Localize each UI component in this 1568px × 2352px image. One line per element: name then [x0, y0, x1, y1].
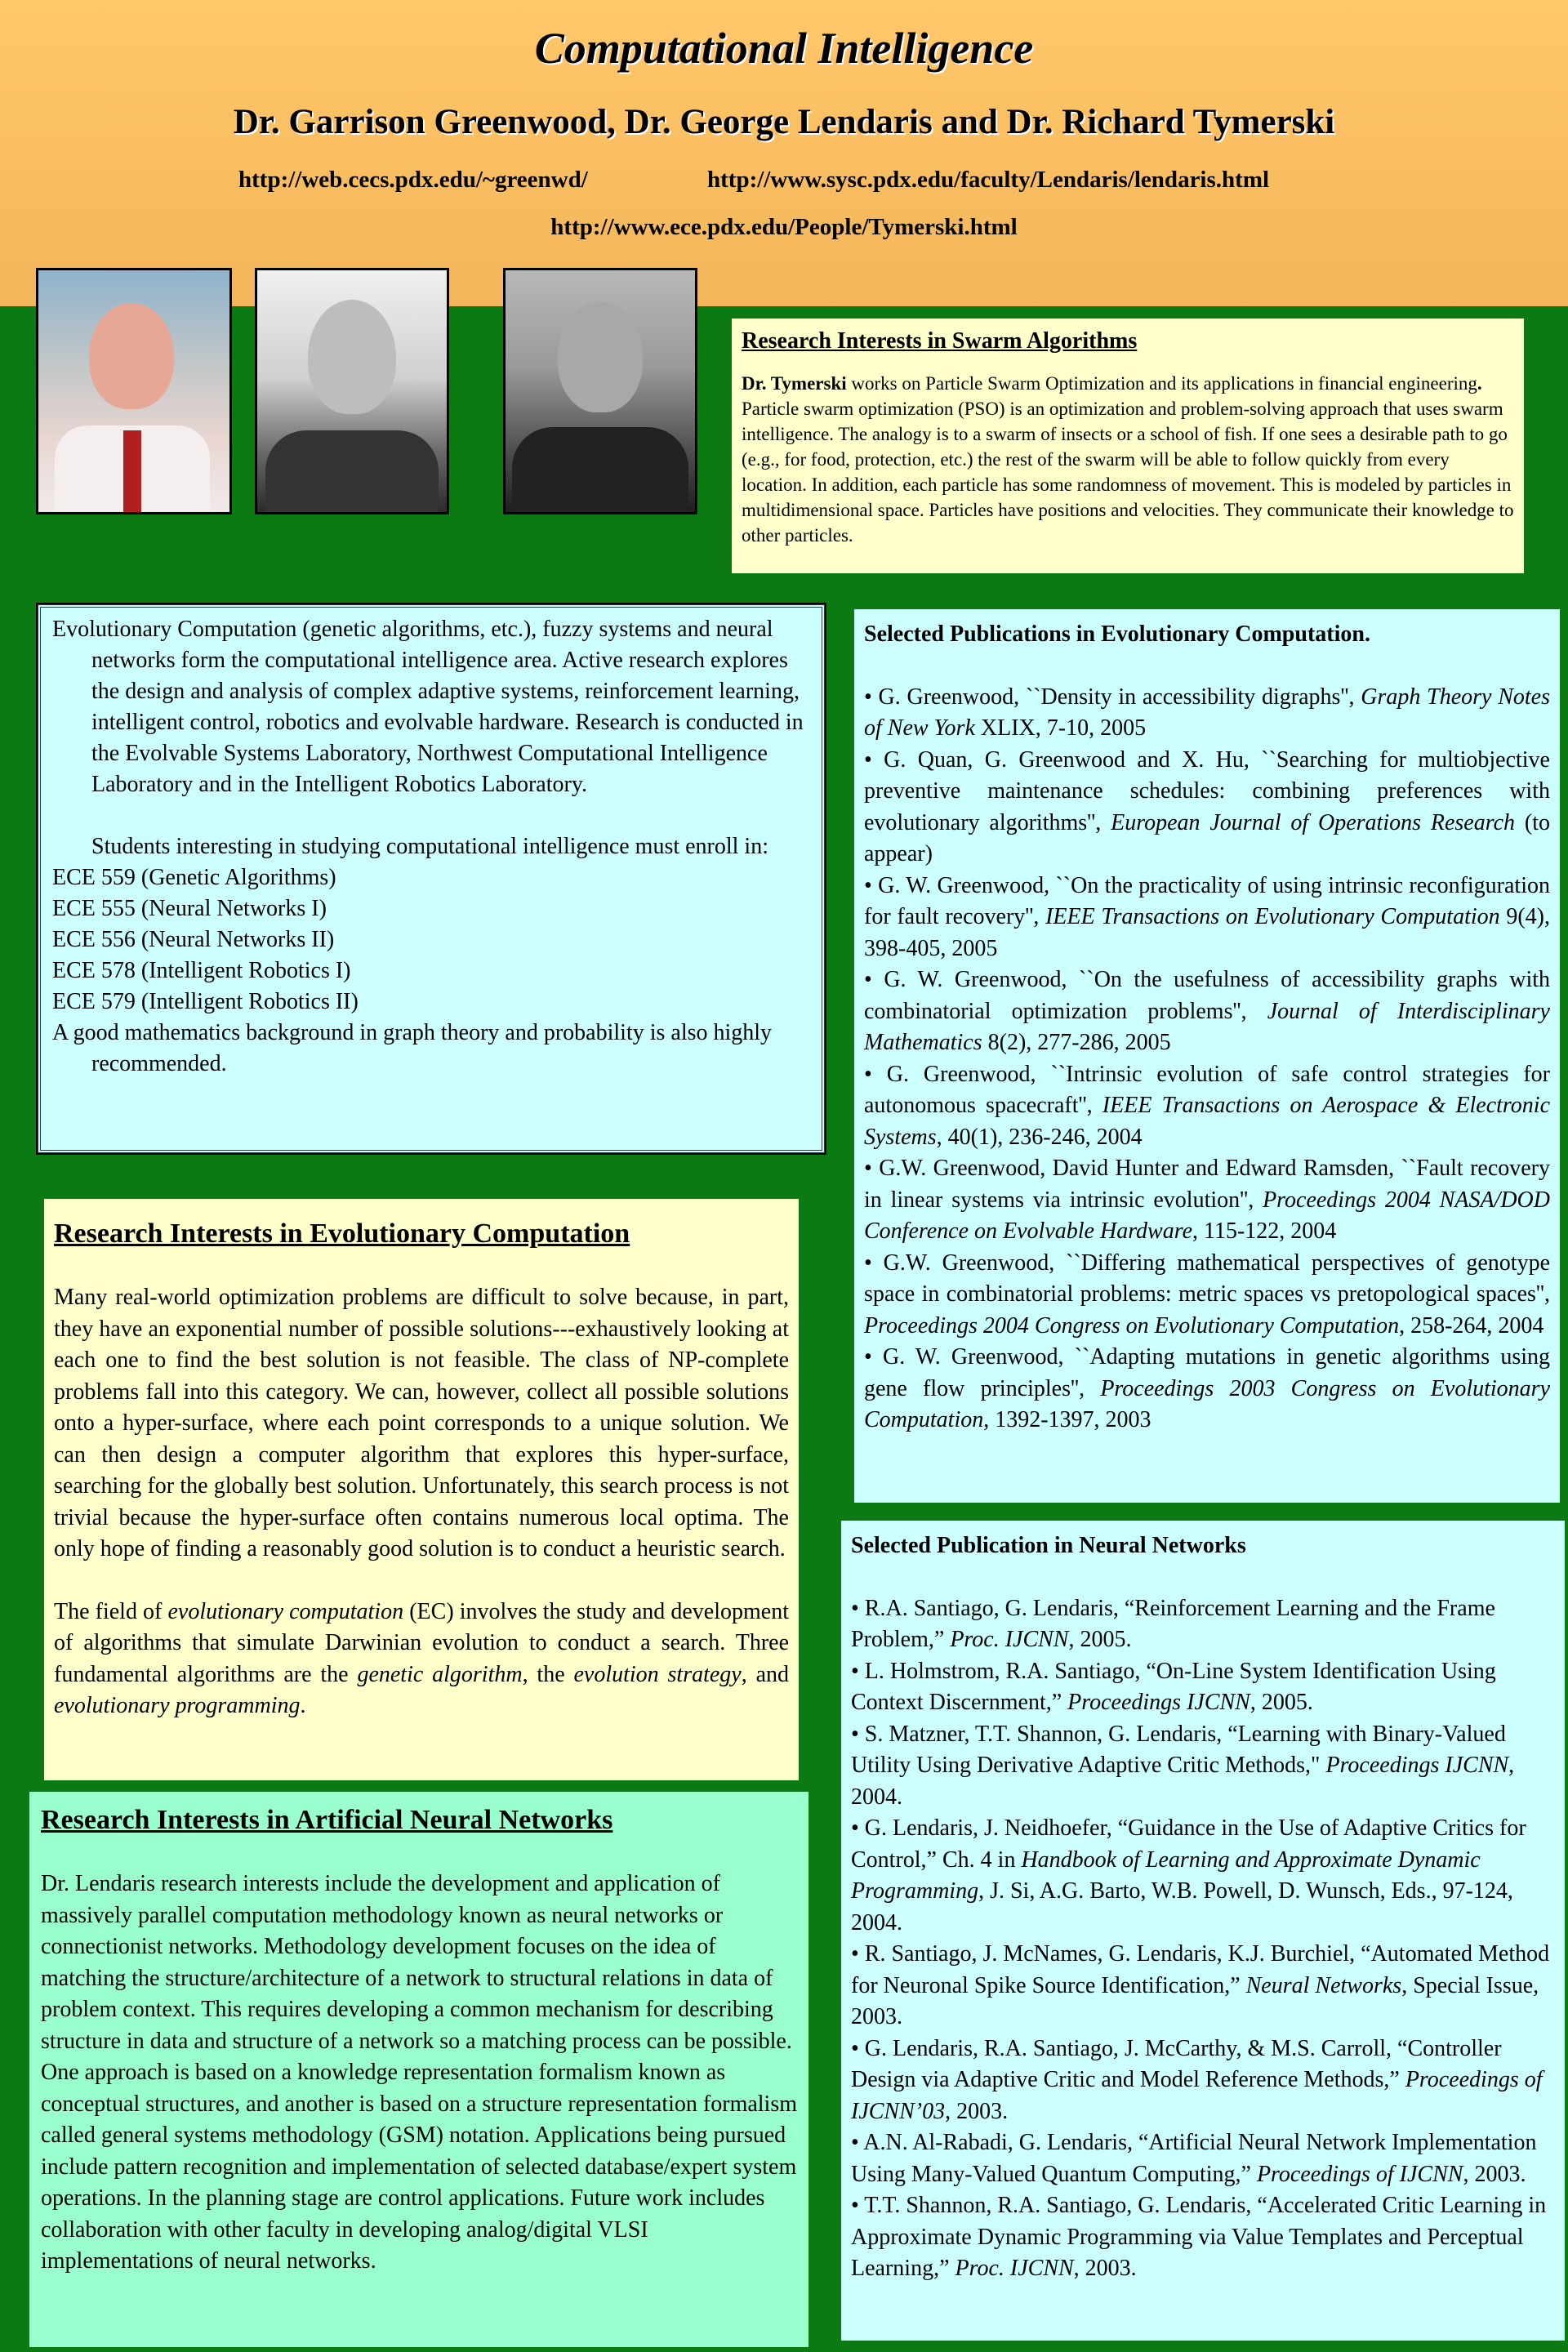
pub-authors-title: • G. Greenwood, ``Density in accessibility digraphs'', [864, 684, 1361, 710]
ann-heading: Research Interests in Artificial Neural Networks [41, 1805, 613, 1835]
publication-item [864, 964, 1550, 1059]
photo-face-shape [89, 303, 174, 409]
pub-venue: Graph Theory Notes of New York [864, 684, 1551, 741]
intro-box [38, 604, 825, 1153]
pub-venue: Proceedings 2003 Congress on Evolutionary Computation [864, 1375, 1551, 1432]
ec-paragraph-2 [54, 1597, 789, 1722]
pub-details: , Special Issue, 2003. [851, 1972, 1539, 2029]
ec-term: evolutionary programming [54, 1693, 301, 1718]
course-item: ECE 559 (Genetic Algorithms) [52, 865, 336, 890]
ec-text: , the [522, 1661, 574, 1687]
swarm-text-1: works on Particle Swarm Optimization and its applications in financial engineering [846, 373, 1477, 394]
publication-item [864, 1248, 1550, 1343]
ec-publications-box [854, 609, 1560, 1503]
swarm-research-box [732, 318, 1524, 573]
poster-title: Computational Intelligence [534, 24, 1034, 73]
ec-publications-heading: Selected Publications in Evolutionary Computation. [864, 621, 1370, 647]
lendaris-photo [255, 268, 449, 514]
pub-authors-title: • G.W. Greenwood, David Hunter and Edward Ramsden, ``Fault recovery in linear systems via intrinsic evolution'', [864, 1156, 1550, 1213]
photo-suit-shape [265, 430, 439, 512]
publication-item [851, 2034, 1555, 2128]
pub-authors-title: • G. W. Greenwood, ``Adapting mutations in genetic algorithms using gene flow principles'', [864, 1344, 1550, 1401]
pub-authors-title: • S. Matzner, T.T. Shannon, G. Lendaris, “Learning with Binary-Valued Utility Using Derivative Adaptive Critic Methods," [851, 1721, 1506, 1778]
pub-details: , 258-264, 2004 [1399, 1312, 1544, 1339]
pub-venue: Proceedings 2004 NASA/DOD Conference on Evolvable Hardware [864, 1187, 1550, 1244]
pub-authors-title: • R. Santiago, J. McNames, G. Lendaris, K.J. Burchiel, “Automated Method for Neuronal Spike Source Identification,” [851, 1941, 1550, 1998]
pub-authors-title: • G. Lendaris, R.A. Santiago, J. McCarthy, & M.S. Carroll, “Controller Design via Adaptive Critic and Model Reference Methods,” [851, 2035, 1502, 2092]
ec-research-box [44, 1199, 799, 1780]
pub-authors-title: • G. W. Greenwood, ``On the usefulness of accessibility graphs with combinatorial optimization problems'', [864, 967, 1550, 1024]
publication-item [851, 1813, 1555, 1939]
ec-text: The field of [54, 1598, 168, 1624]
pub-authors-title: • G. W. Greenwood, ``On the practicality of using intrinsic reconfiguration for fault recovery'', [864, 872, 1550, 929]
pub-authors-title: • G. Quan, G. Greenwood and X. Hu, ``Searching for multiobjective preventive maintenance schedules: combining preferences with evolutionary algorithms'', [864, 746, 1550, 835]
pub-authors-title: • A.N. Al-Rabadi, G. Lendaris, “Artificial Neural Network Implementation Using Many-Valued Quantum Computing,” [851, 2130, 1537, 2187]
greenwood-url[interactable]: http://web.cecs.pdx.edu/~greenwd/ [238, 167, 588, 193]
pub-venue: Handbook of Learning and Approximate Dynamic Programming [851, 1846, 1481, 1904]
pub-authors-title: • R.A. Santiago, G. Lendaris, “Reinforcement Learning and the Frame Problem,” [851, 1595, 1495, 1652]
swarm-text [742, 371, 1514, 548]
course-item: ECE 578 (Intelligent Robotics I) [52, 958, 351, 983]
swarm-period: . [1477, 373, 1482, 394]
publication-item [851, 2127, 1555, 2190]
publication-item [864, 871, 1550, 965]
pub-details: , 1392-1397, 2003 [983, 1407, 1152, 1432]
publication-item [864, 1342, 1550, 1437]
publication-item [864, 682, 1550, 745]
pub-venue: European Journal of Operations Research [1111, 809, 1516, 835]
pub-details: , 2003. [945, 2098, 1009, 2124]
pub-details: , 2003. [1073, 2256, 1137, 2281]
pub-details: , 115-122, 2004 [1192, 1218, 1337, 1244]
students-text: Students interesting in studying computational intelligence must enroll in: [91, 834, 768, 859]
publication-item [864, 745, 1550, 871]
poster-header [0, 0, 1568, 306]
ann-paragraph: Dr. Lendaris research interests include the development and application of massively parallel computation methodology known as neural networks or connectionist networks. Methodology development focuses on the idea of matching the structure/architecture of a network to structural relations in data of problem context. This requires developing a common mechanism for describing structure in data and structure of a network so a matching process can be possible. One approach is based on a knowledge representation formalism known as conceptual structures, and another is based on a structure representation formalism called general systems methodology (GSM) notation. Applications being pursued include pattern recognition and implementation of selected database/expert system operations. In the planning stage are control applications. Future work includes collaboration with other faculty in developing analog/digital VLSI implementations of neural networks. [41, 1871, 798, 2274]
swarm-text-2: Particle swarm optimization (PSO) is an optimization and problem-solving approach that uses swarm intelligence. The analogy is to a swarm of insects or a school of fish. If one sees a desirable path to go (e.g., for food, protection, etc.) the rest of the swarm will be able to follow quickly from every location. In addition, each particle has some randomness of movement. This is modeled by particles in multidimensional space. Particles have positions and velocities. They communicate their knowledge to other particles. [742, 399, 1514, 546]
publication-item [851, 1656, 1555, 1719]
pub-details: (to appear) [864, 809, 1551, 866]
pub-details: , 2005. [1250, 1690, 1313, 1715]
pub-venue: Proceedings of IJCNN [1256, 2161, 1463, 2187]
pub-venue: Proceedings IJCNN [1067, 1690, 1250, 1715]
swarm-name: Dr. Tymerski [742, 373, 847, 394]
pub-authors-title: • T.T. Shannon, R.A. Santiago, G. Lendaris, “Accelerated Critic Learning in Approximate Dynamic Programming via Value Templates and Perceptual Learning,” [851, 2193, 1547, 2281]
ec-text: (EC) involves the study and development of algorithms that simulate Darwinian evolution to conduct a search. Three fundamental algorithms are the [54, 1598, 790, 1687]
pub-details: , 40(1), 236-246, 2004 [936, 1124, 1143, 1150]
pub-authors-title: • G.W. Greenwood, ``Differing mathematical perspectives of genotype space in combinatorial problems: metric spaces vs pretopological spaces'', [864, 1250, 1550, 1307]
ann-research-box [29, 1792, 808, 2347]
ec-term: evolution strategy [573, 1661, 742, 1687]
pub-venue: IEEE Transactions on Evolutionary Computation [1045, 904, 1500, 929]
pub-venue: Proceedings of IJCNN’03 [851, 2067, 1543, 2124]
pub-venue: IEEE Transactions on Aerospace & Electronic Systems [864, 1093, 1551, 1150]
ec-text: . [300, 1693, 306, 1718]
lendaris-url[interactable]: http://www.sysc.pdx.edu/faculty/Lendaris/lendaris.html [707, 167, 1270, 193]
pub-authors-title: • G. Lendaris, J. Neidhoefer, “Guidance in the Use of Adaptive Critics for Control,” Ch. 4 in [851, 1815, 1526, 1873]
pub-details: , 2003. [1463, 2161, 1526, 2187]
pub-venue: Proc. IJCNN [950, 1627, 1069, 1652]
ec-paragraph-1: Many real-world optimization problems are difficult to solve because, in part, they have an exponential number of possible solutions---exhaustively looking at each one to find the best solution is not feasible. The class of NP-complete problems fall into this category. We can, however, collect all possible solutions onto a hyper-surface, where each point corresponds to a unique solution. We can then design a computer algorithm that explores this hyper-surface, searching for the globally best solution. Unfortunately, this search process is not trivial because the hyper-surface often contains numerous local optima. The only hope of finding a reasonably good solution is to conduct a heuristic search. [54, 1285, 789, 1561]
pub-details: 9(4), 398-405, 2005 [864, 904, 1550, 961]
nn-publications-box [841, 1521, 1565, 2341]
pub-venue: Proceedings IJCNN [1325, 1753, 1509, 1778]
pub-venue: Journal of Interdisciplinary Mathematics [864, 998, 1550, 1055]
photo-face-shape [558, 301, 643, 412]
ec-text: , and [741, 1661, 789, 1687]
publication-item [851, 1719, 1555, 1814]
pub-authors-title: • G. Greenwood, ``Intrinsic evolution of safe control strategies for autonomous spacecraft'', [864, 1061, 1550, 1118]
pub-authors-title: • L. Holmstrom, R.A. Santiago, “On-Line System Identification Using Context Discernment,” [851, 1658, 1496, 1715]
photo-tie-shape [123, 430, 141, 512]
pub-details: , 2005. [1068, 1627, 1132, 1652]
nn-publications-heading: Selected Publication in Neural Networks [851, 1533, 1246, 1558]
intro-closing: A good mathematics background in graph theory and probability is also highly recommended. [52, 1020, 773, 1076]
ec-heading: Research Interests in Evolutionary Computation [54, 1218, 630, 1249]
ec-term: genetic algorithm [357, 1661, 523, 1687]
poster-authors: Dr. Garrison Greenwood, Dr. George Lendaris and Dr. Richard Tymerski [233, 103, 1335, 141]
pub-details: 8(2), 277-286, 2005 [982, 1030, 1171, 1055]
course-item: ECE 556 (Neural Networks II) [52, 927, 335, 952]
greenwood-photo [36, 268, 232, 514]
publication-item [851, 2190, 1555, 2285]
photo-face-shape [308, 300, 396, 414]
tymerski-photo [503, 268, 697, 514]
publication-item [864, 1059, 1550, 1154]
pub-details: XLIX, 7-10, 2005 [974, 715, 1147, 741]
photo-suit-shape [512, 427, 688, 512]
publication-item [864, 1153, 1550, 1248]
publication-item [851, 1593, 1555, 1656]
swarm-heading: Research Interests in Swarm Algorithms [742, 328, 1138, 354]
tymerski-url[interactable]: http://www.ece.pdx.edu/People/Tymerski.html [550, 214, 1018, 240]
pub-venue: Proceedings 2004 Congress on Evolutionary Computation [864, 1312, 1400, 1339]
ec-term: evolutionary computation [167, 1598, 404, 1624]
pub-venue: Neural Networks [1245, 1972, 1402, 1998]
pub-venue: Proc. IJCNN [955, 2256, 1074, 2281]
pub-details: , J. Si, A.G. Barto, W.B. Powell, D. Wunsch, Eds., 97-124, 2004. [851, 1878, 1513, 1936]
publication-item [851, 1939, 1555, 2034]
intro-paragraph: Evolutionary Computation (genetic algorithms, etc.), fuzzy systems and neural networks form the computational intelligence area. Active research explores the design and analysis of complex adaptive systems, reinforcement learning, intelligent control, robotics and evolvable hardware. Research is conducted in the Evolvable Systems Laboratory, Northwest Computational Intelligence Laboratory and in the Intelligent Robotics Laboratory. [52, 617, 804, 797]
course-item: ECE 579 (Intelligent Robotics II) [52, 989, 359, 1014]
pub-details: , 2004. [851, 1753, 1515, 1810]
course-item: ECE 555 (Neural Networks I) [52, 896, 327, 921]
